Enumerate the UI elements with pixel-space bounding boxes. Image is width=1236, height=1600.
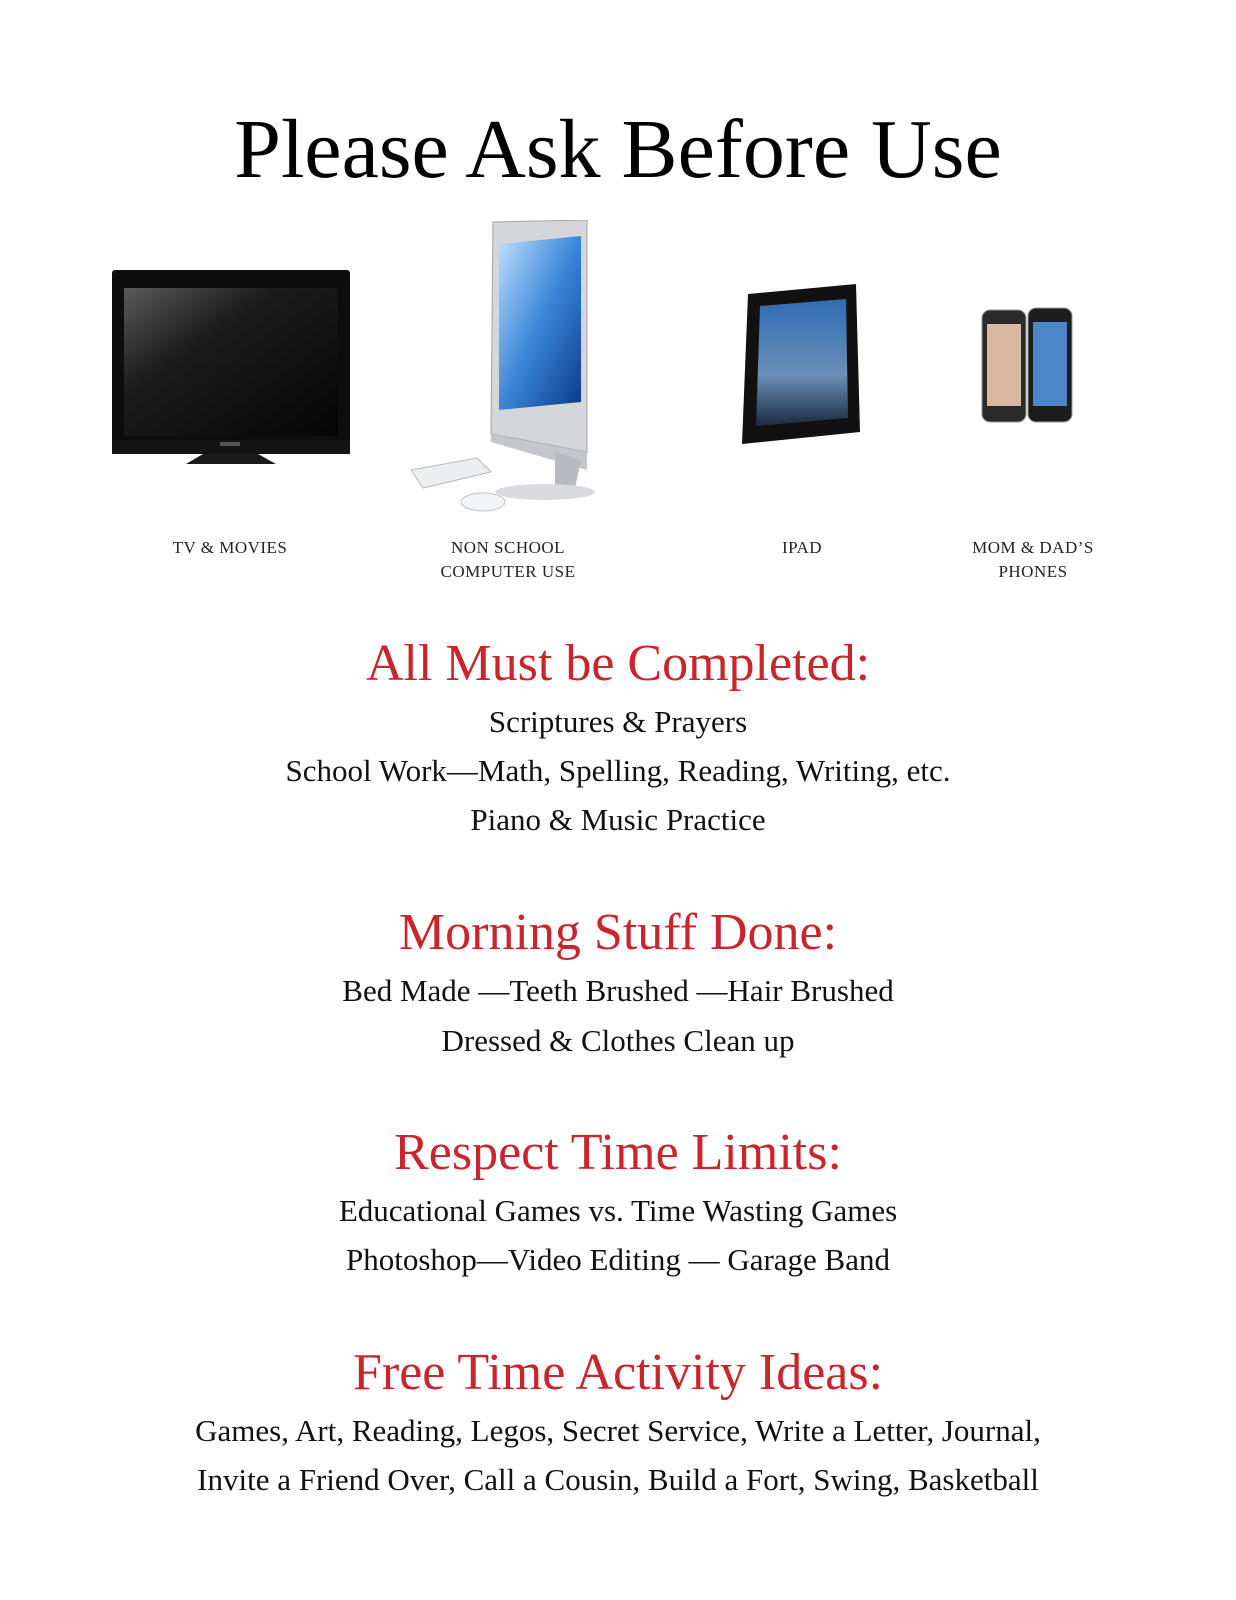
section-line: School Work—Math, Spelling, Reading, Writing, etc. [285,753,951,788]
tablet-icon [738,282,863,447]
section-heading-completed: All Must be Completed: [365,635,871,692]
device-caption-computer [408,536,608,584]
section-heading-free-time: Free Time Activity Ideas: [352,1344,884,1401]
section-heading-time-limits: Respect Time Limits: [394,1124,842,1181]
caption-line: IPAD [781,538,823,557]
section-line: Games, Art, Reading, Legos, Secret Service, Write a Letter, Journal, [195,1413,1041,1448]
caption-line: TV & MOVIES [172,538,288,557]
device-caption-ipad [702,536,902,560]
caption-line: MOM & DAD’S [972,538,1094,557]
caption-line: NON SCHOOL [450,538,566,557]
smartphones-icon [980,306,1075,426]
desktop-computer-icon [405,220,595,520]
section-line: Invite a Friend Over, Call a Cousin, Build a Fort, Swing, Basketball [197,1462,1039,1497]
section-line: Photoshop—Video Editing — Garage Band [345,1242,890,1277]
section-line: Dressed & Clothes Clean up [441,1023,795,1058]
tv-icon [108,268,353,468]
caption-line: PHONES [998,562,1068,581]
section-line: Educational Games vs. Time Wasting Games [338,1193,898,1228]
section-line: Scriptures & Prayers [488,704,748,739]
section-heading-morning: Morning Stuff Done: [398,904,838,961]
section-line: Piano & Music Practice [470,802,766,837]
caption-line: COMPUTER USE [440,562,576,581]
section-line: Bed Made —Teeth Brushed —Hair Brushed [342,973,894,1008]
device-caption-tv [130,536,330,560]
page-title: Please Ask Before Use [234,103,1002,196]
device-caption-phones [933,536,1133,584]
